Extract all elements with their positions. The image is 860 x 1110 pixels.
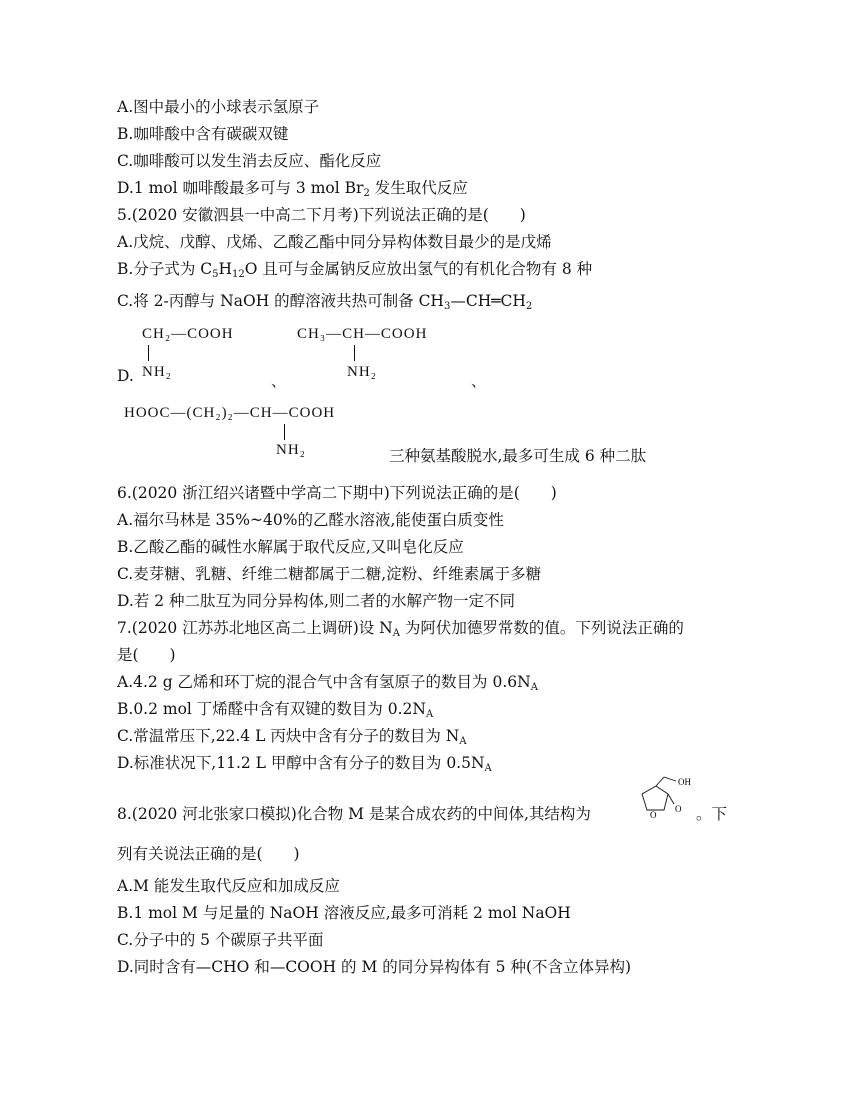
bond-line: [354, 345, 355, 361]
question-7-stem: 7.(2020 江苏苏北地区高二上调研)设 $N_A$ 为阿伏加德罗常数的值。下列说法正确的: [117, 619, 684, 639]
option-line: D.1 mol 咖啡酸最多可与 3 mol $Br_2$ 发生取代反应: [117, 179, 468, 199]
question-8-stem-cont: 列有关说法正确的是( ): [117, 845, 300, 863]
option-line: A.戊烷、戊醇、戊烯、乙酸乙酯中同分异构体数目最少的是戊烯: [117, 233, 552, 251]
option-line: B.1 mol M 与足量的 NaOH 溶液反应,最多可消耗 2 mol NaOH: [117, 904, 571, 922]
option-label-d: D.: [117, 367, 134, 385]
keto-oxygen-label: O: [675, 804, 682, 814]
separator: 、: [271, 372, 287, 390]
ring-oxygen-label: O: [650, 810, 657, 820]
option-line: C.常温常压下,22.4 L 丙炔中含有分子的数目为 $N_A$: [117, 727, 467, 747]
option-line: B.咖啡酸中含有碳碳双键: [117, 125, 289, 143]
option-line: C.将 2-丙醇与 NaOH 的醇溶液共热可制备 $CH_3—CH═CH_2$: [117, 292, 533, 312]
option-line: A.福尔马林是 35%~40%的乙醛水溶液,能使蛋白质变性: [117, 511, 504, 529]
option-line: C.咖啡酸可以发生消去反应、酯化反应: [117, 152, 382, 170]
option-line: C.麦芽糖、乳糖、纤维二糖都属于二糖,淀粉、纤维素属于多糖: [117, 565, 542, 583]
bond-line: [148, 345, 149, 361]
question-6-stem: 6.(2020 浙江绍兴诸暨中学高二下期中)下列说法正确的是( ): [117, 484, 557, 502]
question-7-stem-cont: 是( ): [117, 646, 176, 664]
glutamic-acid-structure-bottom: NH₂: [276, 442, 306, 458]
compound-m-structure: [634, 772, 696, 824]
glutamic-acid-structure-top: HOOC—(CH₂)₂—CH—COOH: [124, 405, 336, 421]
question-8-stem-tail: 。下: [696, 805, 728, 823]
option-line: C.分子中的 5 个碳原子共平面: [117, 931, 324, 949]
option-line: D.标准状况下,11.2 L 甲醇中含有分子的数目为 $0.5N_A$: [117, 754, 492, 774]
option-line: B.分子式为 $C_5H_{12}O$ 且可与金属钠反应放出氢气的有机化合物有 8 种: [117, 260, 593, 280]
hydroxyl-label: OH: [678, 777, 691, 787]
option-line: A.图中最小的小球表示氢原子: [117, 98, 320, 116]
alanine-structure-top: CH₃—CH—COOH: [297, 326, 428, 342]
question-5-stem: 5.(2020 安徽泗县一中高二下月考)下列说法正确的是( ): [117, 206, 526, 224]
glycine-structure-bottom: NH₂: [142, 364, 172, 380]
option-line: D.同时含有—CHO 和—COOH 的 M 的同分异构体有 5 种(不含立体异构): [117, 958, 632, 976]
question-8-stem: 8.(2020 河北张家口模拟)化合物 M 是某合成农药的中间体,其结构为: [117, 805, 591, 823]
alanine-structure-bottom: NH₂: [347, 364, 377, 380]
option-line: A.M 能发生取代反应和加成反应: [117, 877, 340, 895]
glycine-structure-top: CH₂—COOH: [142, 326, 234, 342]
option-line: B.0.2 mol 丁烯醛中含有双键的数目为 $0.2N_A$: [117, 700, 434, 720]
option-line: 三种氨基酸脱水,最多可生成 6 种二肽: [389, 447, 647, 465]
option-line: B.乙酸乙酯的碱性水解属于取代反应,又叫皂化反应: [117, 538, 464, 556]
option-line: D.若 2 种二肽互为同分异构体,则二者的水解产物一定不同: [117, 592, 515, 610]
option-line: A.4.2 g 乙烯和环丁烷的混合气中含有氢原子的数目为 $0.6N_A$: [117, 673, 538, 693]
separator: 、: [471, 372, 487, 390]
bond-line: [284, 424, 285, 440]
